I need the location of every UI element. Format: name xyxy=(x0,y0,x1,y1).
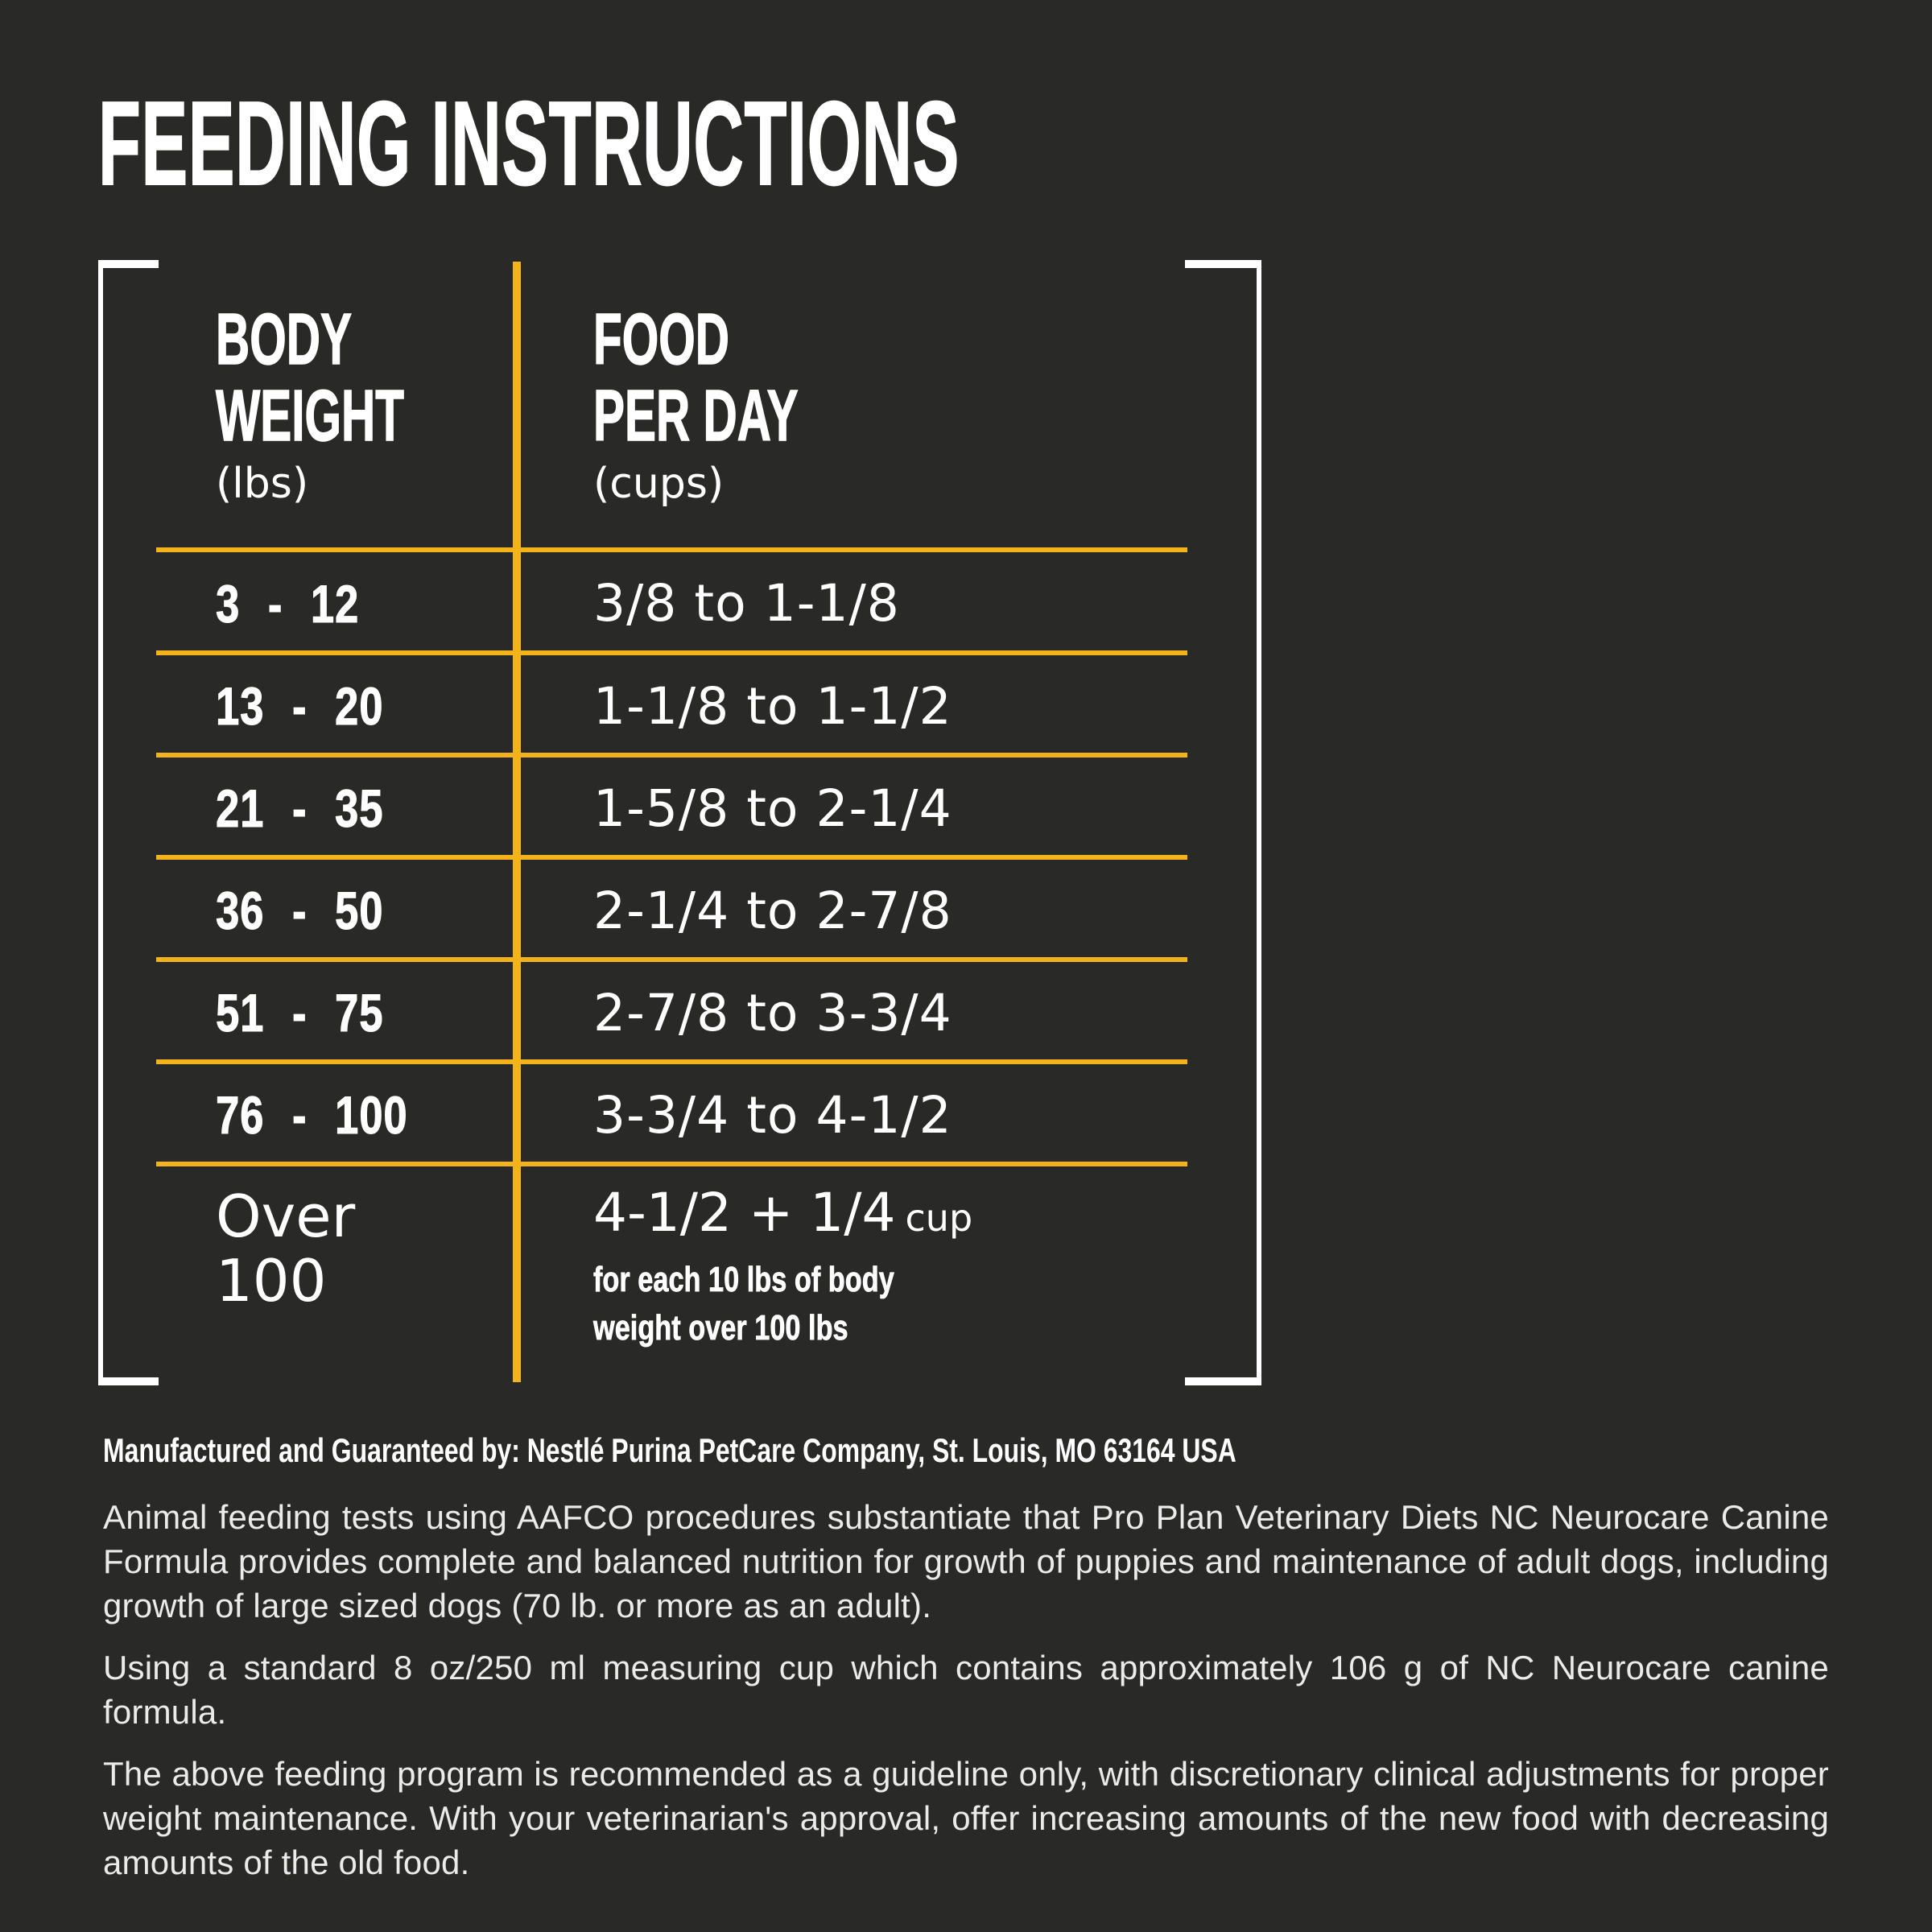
food-amount-over-100 xyxy=(593,1182,972,1244)
note-line: for each 10 lbs of body xyxy=(593,1260,894,1299)
table-row xyxy=(156,962,1187,1059)
feeding-guideline-note: The above feeding program is recommended as a guideline only, with discretionary clinical adjustments for proper weight maintenance. With your veterinarian's approval, offer increasing amounts of the new food with decreasing amounts of the old food. xyxy=(103,1755,1829,1881)
page-title: FEEDING INSTRUCTIONS xyxy=(98,77,960,210)
table-frame-right-bracket-bottom xyxy=(1185,1377,1261,1385)
column-header-food-per-day xyxy=(593,299,909,508)
table-frame-left-bracket-top xyxy=(98,260,159,268)
weight-range: 13 - 20 xyxy=(216,676,384,736)
weight-range-over-100 xyxy=(216,1184,355,1313)
food-amount-value: 4-1/2 + 1/4 xyxy=(593,1182,896,1244)
table-row xyxy=(156,1064,1187,1162)
footer-text-block xyxy=(103,1431,1829,1902)
aafco-statement: Animal feeding tests using AAFCO procedures substantiate that Pro Plan Veterinary Diets NC Neurocare Canine Formula provides complete and balanced nutrition for growth of puppies and maintenance of adult dogs, including growth of large sized dogs (70 lb. or more as an adult). xyxy=(103,1498,1829,1624)
header-unit-cups: (cups) xyxy=(593,460,724,508)
table-row xyxy=(156,758,1187,855)
food-amount-note xyxy=(593,1256,894,1352)
header-line: FOOD xyxy=(593,299,729,380)
table-row xyxy=(156,655,1187,753)
food-amount: 3-3/4 to 4-1/2 xyxy=(593,1085,952,1145)
table-row xyxy=(156,860,1187,957)
weight-range: 36 - 50 xyxy=(216,881,384,940)
food-amount: 1-5/8 to 2-1/4 xyxy=(593,778,952,838)
header-unit-lbs: (lbs) xyxy=(216,460,309,508)
measuring-cup-note: Using a standard 8 oz/250 ml measuring cup which contains approximately 106 g of NC Neurocare canine formula. xyxy=(103,1649,1829,1731)
food-amount: 1-1/8 to 1-1/2 xyxy=(593,676,952,736)
table-frame-right-bracket-top xyxy=(1185,260,1261,268)
food-amount: 2-7/8 to 3-3/4 xyxy=(593,983,952,1042)
food-amount: 3/8 to 1-1/8 xyxy=(593,574,900,633)
weight-range: 21 - 35 xyxy=(216,778,384,838)
table-frame-right-bracket xyxy=(1257,260,1261,1385)
weight-range: 51 - 75 xyxy=(216,983,384,1042)
header-line: PER DAY xyxy=(593,376,799,456)
table-frame-left-bracket xyxy=(98,260,103,1385)
row-separator-line xyxy=(156,1162,1187,1166)
weight-range: 3 - 12 xyxy=(216,573,360,634)
table-frame-left-bracket-bottom xyxy=(98,1377,159,1385)
header-line: BODY xyxy=(216,299,353,380)
note-line: weight over 100 lbs xyxy=(593,1308,848,1348)
food-amount-unit: cup xyxy=(905,1196,973,1240)
table-row xyxy=(156,552,1187,650)
manufacturer-line: Manufactured and Guaranteed by: Nestlé Purina PetCare Company, St. Louis, MO 63164 USA xyxy=(103,1431,1236,1469)
food-amount: 2-1/4 to 2-7/8 xyxy=(593,881,952,940)
header-line: WEIGHT xyxy=(216,376,404,456)
weight-over-line: 100 xyxy=(216,1247,327,1315)
weight-over-line: Over xyxy=(216,1183,356,1250)
column-header-body-weight xyxy=(216,299,506,508)
weight-range: 76 - 100 xyxy=(216,1085,408,1145)
